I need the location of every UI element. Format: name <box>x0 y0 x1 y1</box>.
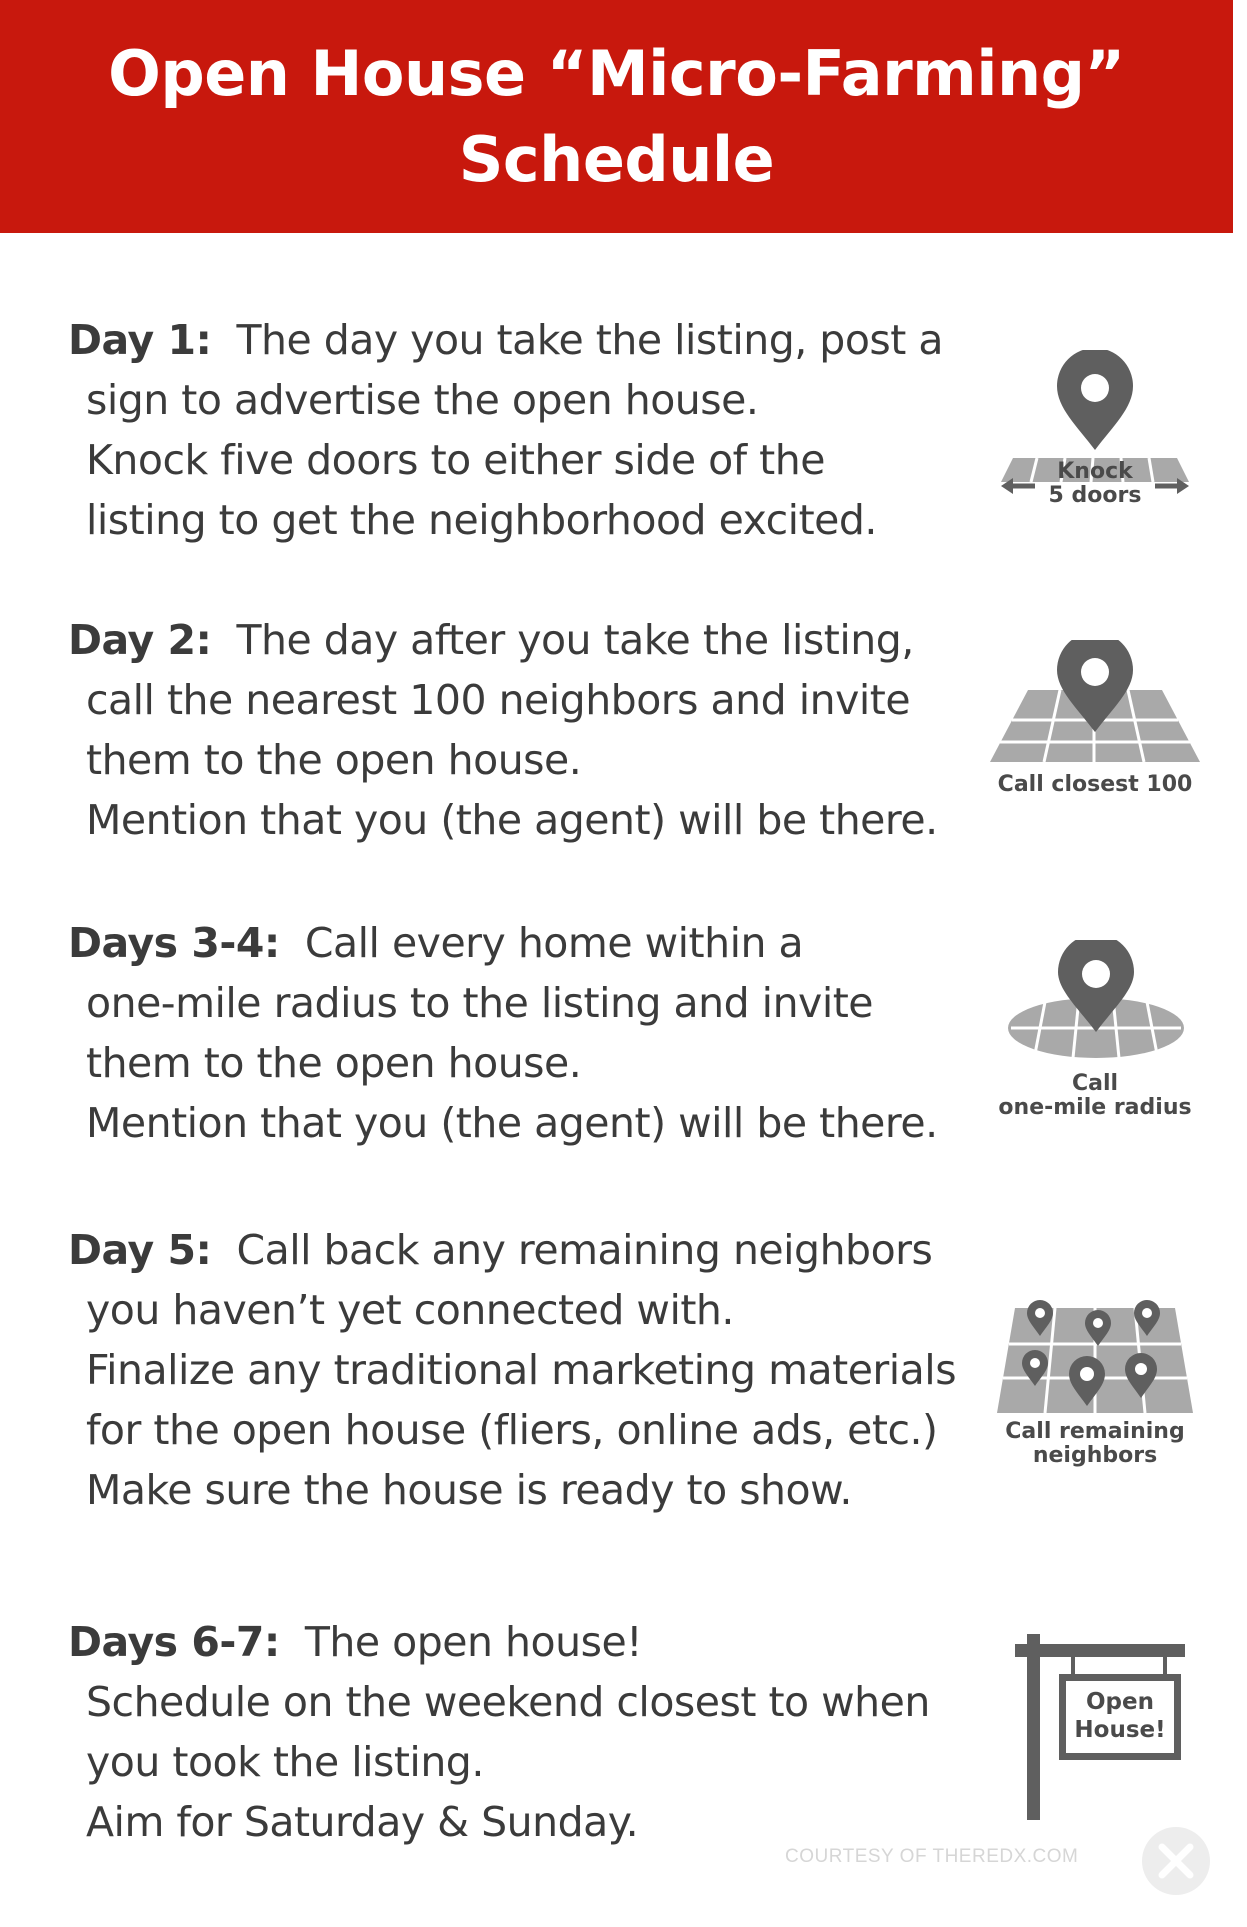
day-text: you took the listing. <box>86 1738 484 1786</box>
day-text: Mention that you (the agent) will be there. <box>86 796 938 844</box>
day-text: Call back any remaining neighbors <box>236 1226 933 1274</box>
day-text: them to the open house. <box>86 736 582 784</box>
days-6-7-section <box>68 1612 968 1852</box>
map-pin-grid-icon <box>988 640 1202 770</box>
day-text: for the open house (fliers, online ads, etc.) <box>86 1406 938 1454</box>
icon-caption: Knock 5 doors <box>1048 459 1142 508</box>
multiple-pins-map-icon <box>995 1288 1195 1418</box>
day-label: Day 5: <box>68 1226 212 1274</box>
day-label: Day 2: <box>68 616 212 664</box>
day-text: Finalize any traditional marketing materials <box>86 1346 957 1394</box>
day-text: Aim for Saturday & Sunday. <box>86 1798 639 1846</box>
icon-caption: Call remaining neighbors <box>1005 1419 1185 1468</box>
day-text: Mention that you (the agent) will be there. <box>86 1099 938 1147</box>
day-text: Call every home within a <box>304 919 804 967</box>
day-5-section <box>68 1220 968 1520</box>
day-text: Knock five doors to either side of the <box>86 436 825 484</box>
day-text: listing to get the neighborhood excited. <box>86 496 877 544</box>
day-text: Make sure the house is ready to show. <box>86 1466 852 1514</box>
day-label: Day 1: <box>68 316 212 364</box>
day-text: you haven’t yet connected with. <box>86 1286 734 1334</box>
redx-logo-icon <box>1140 1825 1212 1901</box>
days-3-4-section <box>68 913 968 1153</box>
day-text: The day after you take the listing, <box>236 616 914 664</box>
day-2-section <box>68 610 968 850</box>
day-text: The open house! <box>304 1618 643 1666</box>
day-text: Schedule on the weekend closest to when <box>86 1678 930 1726</box>
day-1-section <box>68 310 968 550</box>
header-banner <box>0 0 1233 233</box>
map-pin-radius-icon <box>1005 940 1187 1065</box>
icon-caption: Call closest 100 <box>997 772 1193 797</box>
day-text: call the nearest 100 neighbors and invite <box>86 676 911 724</box>
day-text: sign to advertise the open house. <box>86 376 759 424</box>
day-text: them to the open house. <box>86 1039 582 1087</box>
courtesy-credit: COURTESY OF THEREDX.COM <box>785 1846 1079 1867</box>
icon-caption: Call one-mile radius <box>998 1071 1192 1120</box>
day-label: Days 6-7: <box>68 1618 280 1666</box>
day-label: Days 3-4: <box>68 919 280 967</box>
page-title: Open House “Micro-Farming” Schedule <box>108 36 1125 196</box>
day-text: The day you take the listing, post a <box>236 316 943 364</box>
icon-caption: Open House! <box>1074 1689 1166 1743</box>
day-text: one-mile radius to the listing and invite <box>86 979 874 1027</box>
